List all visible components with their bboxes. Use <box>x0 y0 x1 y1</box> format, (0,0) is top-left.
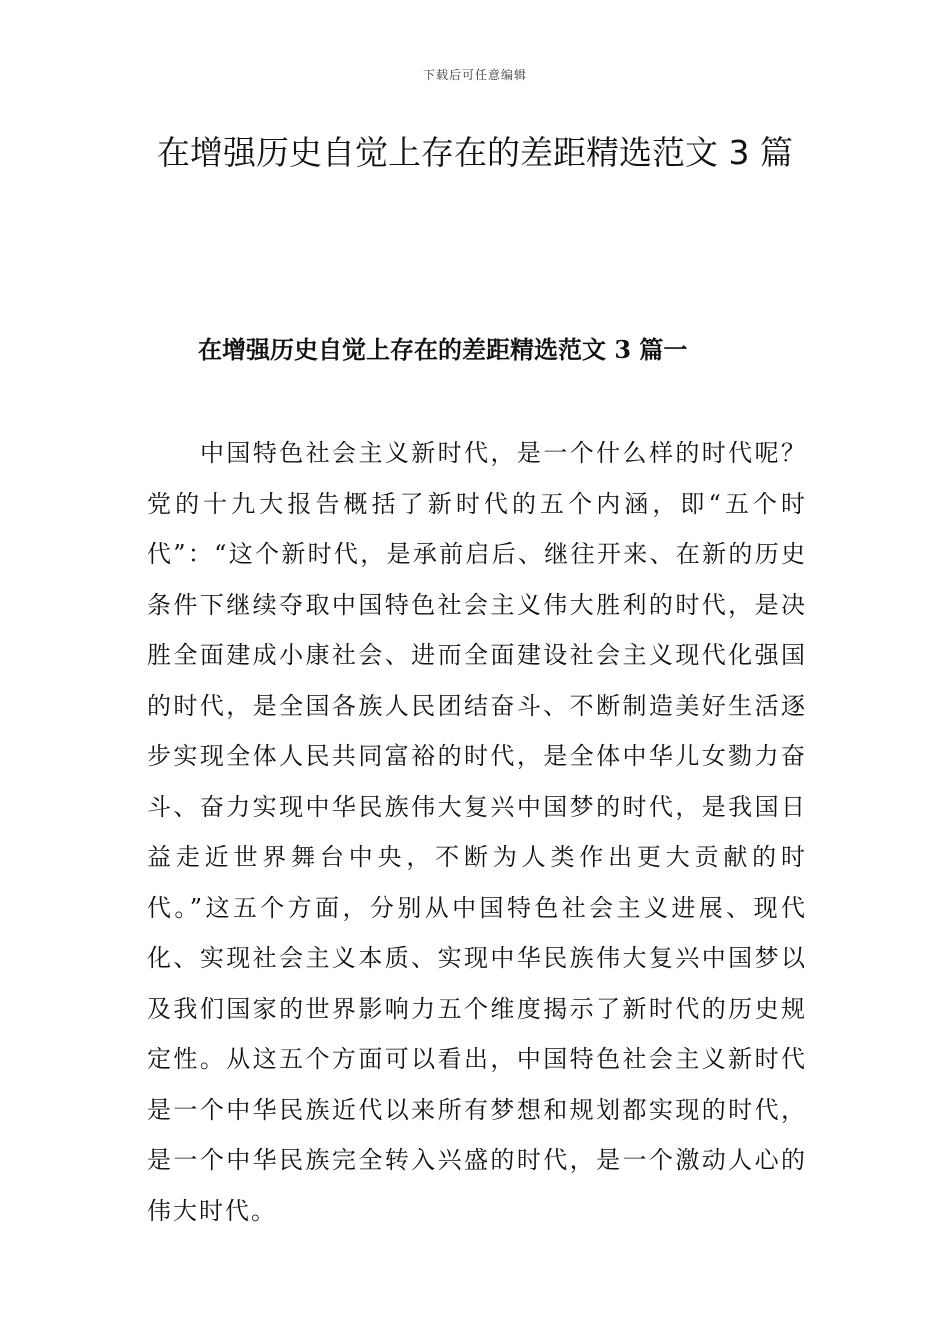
section-heading: 在增强历史自觉上存在的差距精选范文 3 篇一 <box>198 335 688 364</box>
body-paragraph: 中国特色社会主义新时代，是一个什么样的时代呢？党的十九大报告概括了新时代的五个内涵，即“五个时代”：“这个新时代，是承前启后、继往开来、在新的历史条件下继续夺取中国特色社会主义伟大胜利的时代，是决胜全面建成小康社会、进而全面建设社会主义现代化强国的时代，是全国各族人民团结奋斗、不断制造美好生活逐步实现全体人民共同富裕的时代，是全体中华儿女勠力奋斗、奋力实现中华民族伟大复兴中国梦的时代，是我国日益走近世界舞台中央，不断为人类作出更大贡献的时代。”这五个方面，分别从中国特色社会主义进展、现代化、实现社会主义本质、实现中华民族伟大复兴中国梦以及我们国家的世界影响力五个维度揭示了新时代的历史规定性。从这五个方面可以看出，中国特色社会主义新时代是一个中华民族近代以来所有梦想和规划都实现的时代，是一个中华民族完全转入兴盛的时代，是一个激动人心的伟大时代。 <box>147 439 807 1225</box>
document-title: 在增强历史自觉上存在的差距精选范文 3 篇 <box>157 133 793 172</box>
header-note: 下载后可任意编辑 <box>422 68 527 82</box>
